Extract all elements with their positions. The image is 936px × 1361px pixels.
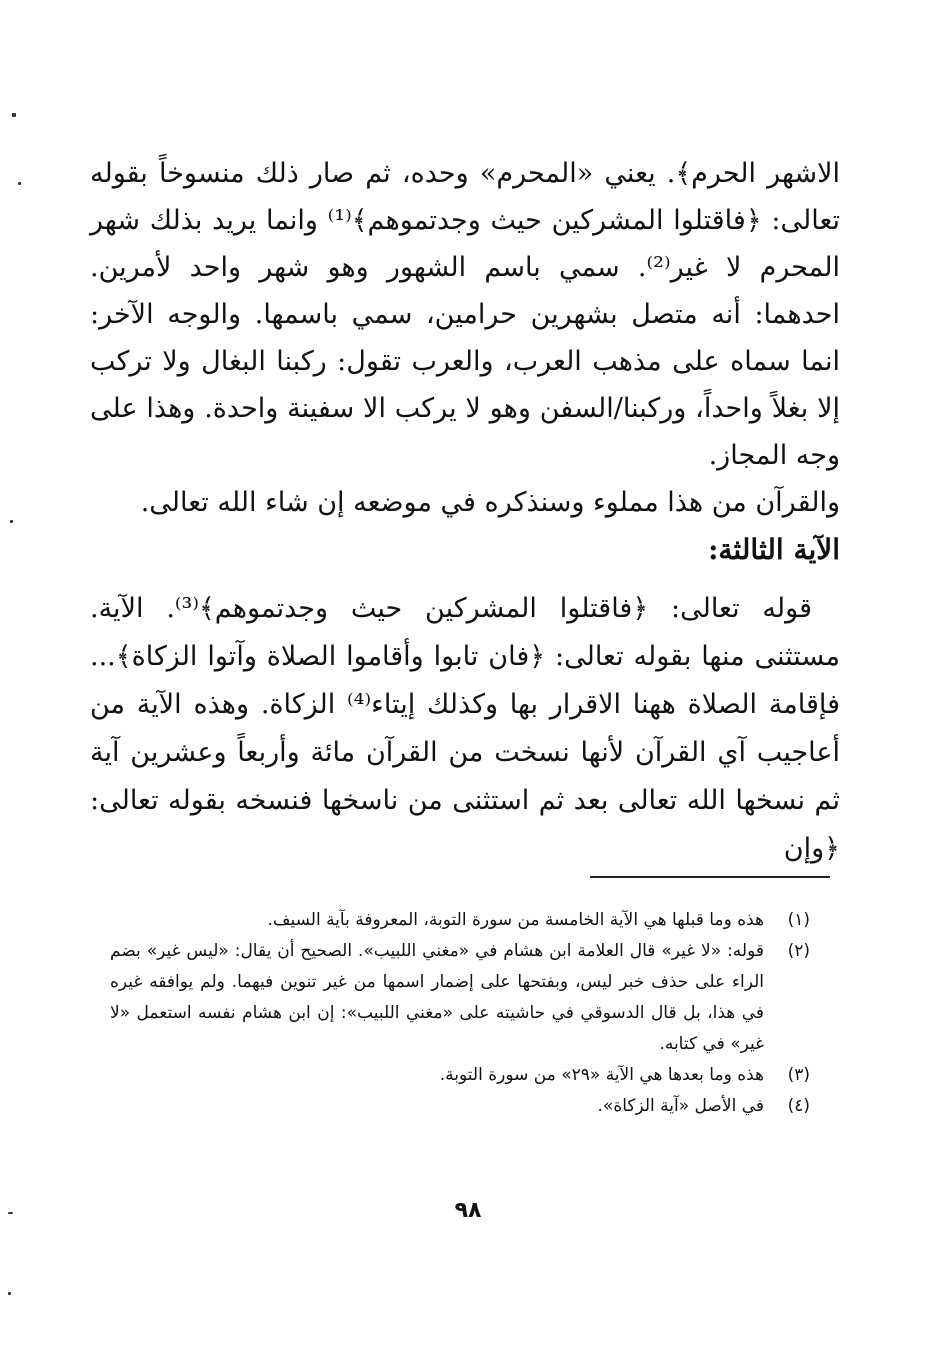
- footnote-text: قوله: «لا غير» قال العلامة ابن هشام في «مغني اللبيب». الصحيح أن يقال: «ليس غير» بضم الراء على حذف خبر ليس، وبفتحها على إضمار اسمها من غير تنوين فيهما. ولم يوافقه غيره في هذا، بل قال الدسوقي في حاشيته على «مغني اللبيب»: إن ابن هشام نفسه استعمل «لا غير» في كتابه.: [110, 941, 764, 1054]
- footnote-number: (٤): [787, 1096, 810, 1116]
- main-text-block: [90, 150, 840, 526]
- footnote-3: [110, 1060, 810, 1091]
- footnote-number: (٢): [787, 941, 810, 961]
- scan-speck: [10, 520, 13, 523]
- scan-speck: [8, 1292, 11, 1295]
- footnote-2: [110, 936, 810, 1060]
- paragraph-2: والقرآن من هذا مملوء وسنذكره في موضعه إن شاء الله تعالى.: [140, 487, 840, 518]
- footnote-number: (٣): [787, 1065, 810, 1085]
- footnote-4: [110, 1091, 810, 1122]
- footnote-text: في الأصل «آية الزكاة».: [597, 1096, 764, 1116]
- scan-speck: [12, 113, 16, 117]
- footnote-text: هذه وما بعدها هي الآية «٢٩» من سورة التوبة.: [439, 1065, 764, 1085]
- paragraph-1: الاشهر الحرم﴾. يعني «المحرم» وحده، ثم صار ذلك منسوخاً بقوله تعالى: ﴿فاقتلوا المشركين حيث وجدتموهم﴾⁽¹⁾ وانما يريد بذلك شهر المحرم لا غير⁽²⁾. سمي باسم الشهور وهو شهر واحد لأمرين. احدهما: أنه متصل بشهرين حرامين، سمي باسمها. والوجه الآخر: انما سماه على مذهب العرب، والعرب تقول: ركبنا البغال ولا تركب إلا بغلاً واحداً، وركبنا/السفن وهو لا يركب الا سفينة واحدة. وهذا على وجه المجاز.: [90, 158, 841, 471]
- footnote-number: (١): [787, 910, 810, 930]
- footnote-1: [110, 905, 810, 936]
- main-text-block-2: [90, 585, 840, 873]
- paragraph-3: قوله تعالى: ﴿فاقتلوا المشركين حيث وجدتموهم﴾⁽³⁾. الآية. مستثنى منها بقوله تعالى: ﴿فان تابوا وأقاموا الصلاة وآتوا الزكاة﴾... فإقامة الصلاة ههنا الاقرار بها وكذلك إيتاء⁽⁴⁾ الزكاة. وهذه الآية من أعاجيب آي القرآن لأنها نسخت من القرآن مائة وأربعاً وعشرين آية ثم نسخها الله تعالى بعد ثم استثنى من ناسخها فنسخه بقوله تعالى: ﴿وإن: [90, 593, 840, 864]
- footnotes: [110, 905, 810, 1122]
- page-number: ٩٨: [454, 1198, 482, 1223]
- footnote-divider: [590, 876, 830, 878]
- scan-speck: [18, 182, 21, 185]
- footnote-text: هذه وما قبلها هي الآية الخامسة من سورة التوبة، المعروفة بآية السيف.: [267, 910, 764, 930]
- section-heading: الآية الثالثة:: [708, 533, 840, 566]
